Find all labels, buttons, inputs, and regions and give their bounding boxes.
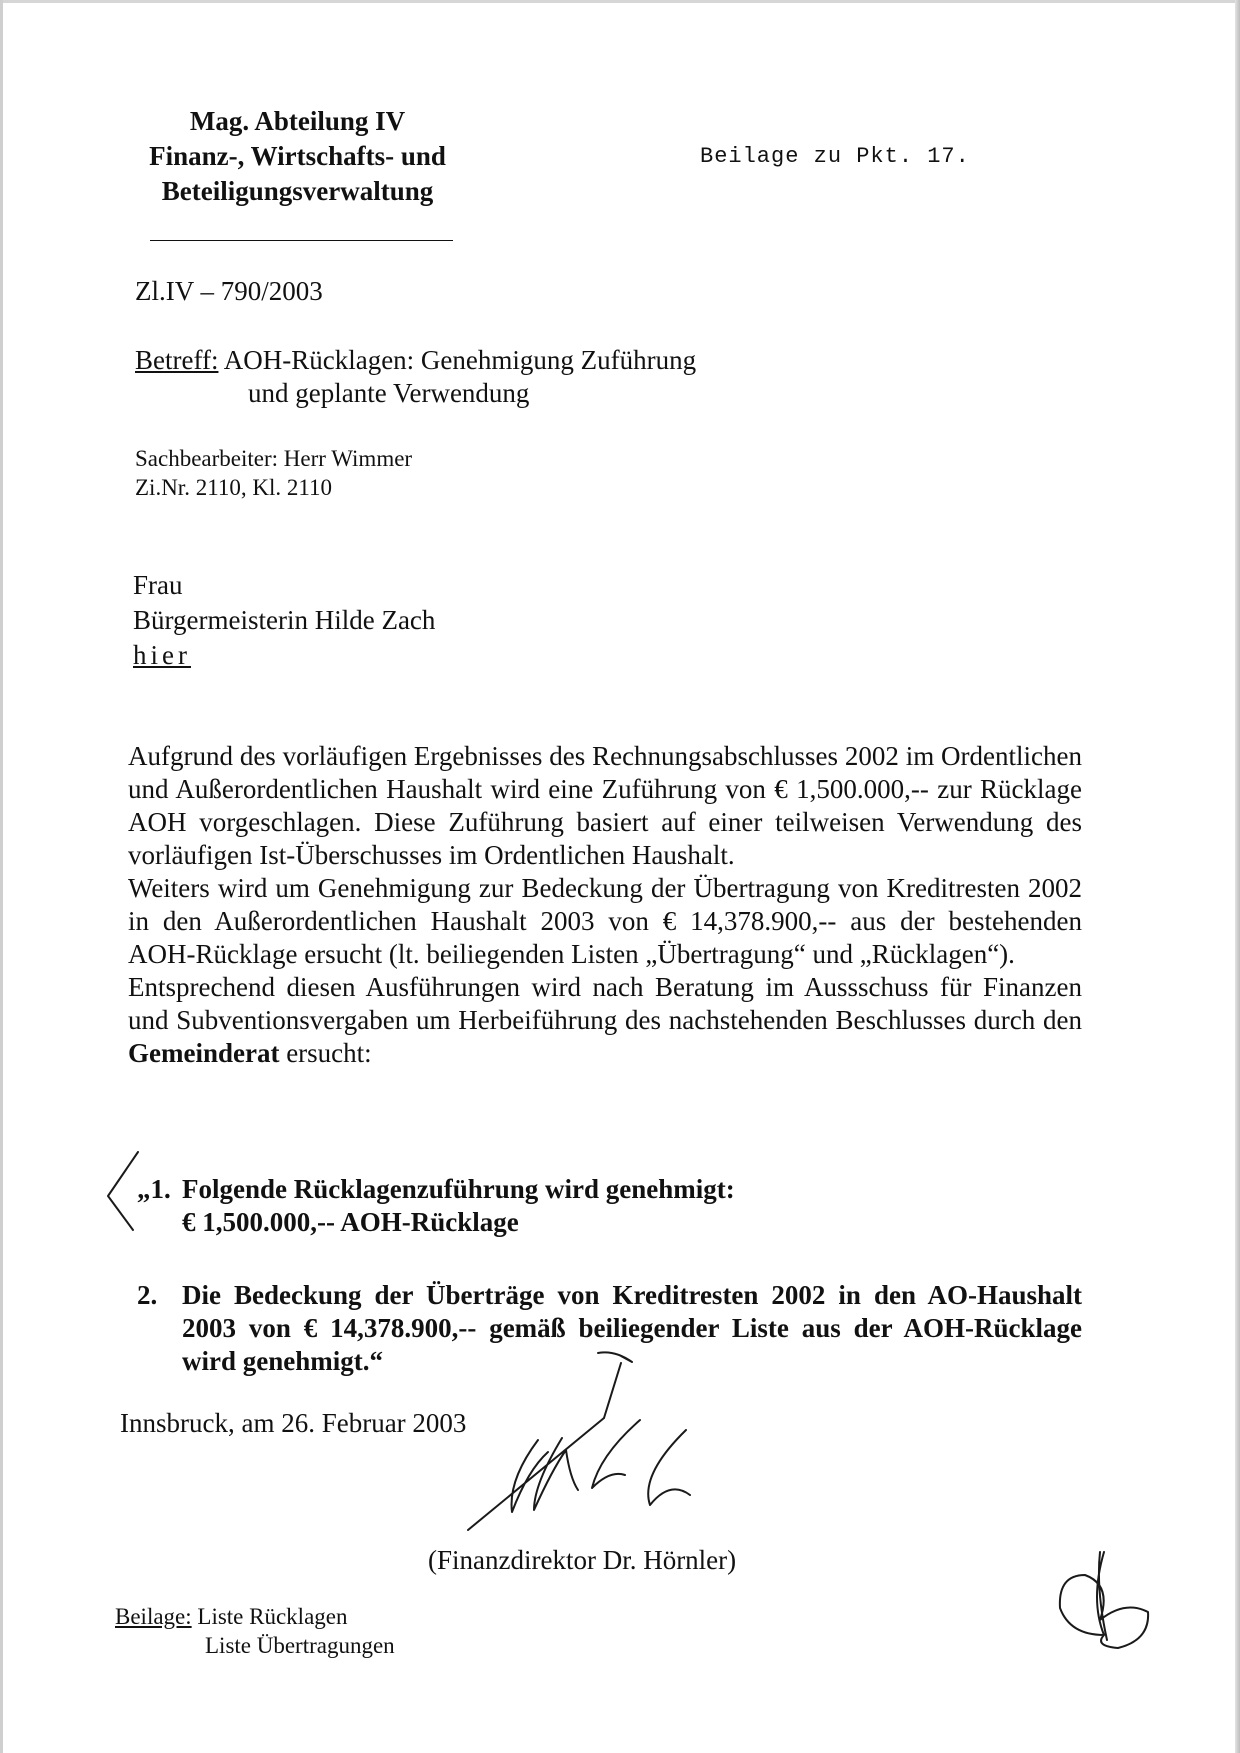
department-line-3: Beteiligungsverwaltung [161,176,434,206]
subject-line-2: und geplante Verwendung [248,378,530,408]
subject-label: Betreff: [135,345,219,375]
recipient-address [133,568,435,673]
department-heading [125,104,470,209]
body-paragraph-3-end: ersucht: [286,1038,372,1068]
body-paragraph-3-text: Entsprechend diesen Ausführungen wird nach Beratung im Aussschuss für Finanzen und Subventionsvergaben um Herbeiführung des nachstehenden Beschlusses durch den [128,972,1082,1035]
clerk-name: Sachbearbeiter: Herr Wimmer [135,446,413,471]
resolution-number: „1. [137,1174,171,1204]
resolution-item [137,1173,1082,1239]
place-date: Innsbruck, am 26. Februar 2003 [120,1408,467,1438]
enclosure-item-1: Liste Rücklagen [197,1604,348,1629]
enclosures [115,1602,395,1660]
attachment-reference: Beilage zu Pkt. 17. [700,144,970,169]
body-paragraph-2: Weiters wird um Genehmigung zur Bedeckung der Übertragung von Kreditresten 2002 in den Außerordentlichen Haushalt 2003 von € 14,378.900,-- aus der bestehenden AOH-Rücklage ersucht (lt. beiliegenden Listen „Übertragung“ und „Rücklagen“). [128,873,1082,969]
quote-bracket-mark [108,1152,138,1230]
clerk-info [135,444,412,502]
council-name: Gemeinderat [128,1038,280,1068]
recipient-salutation: Frau [133,570,183,600]
resolution-number: 2. [137,1280,158,1310]
subject-line-1: AOH-Rücklagen: Genehmigung Zuführung [223,345,697,375]
department-line-1: Mag. Abteilung IV [189,106,406,136]
resolution-1-line-2: € 1,500.000,-- AOH-Rücklage [182,1207,519,1237]
body-paragraph-3 [128,971,1082,1070]
signature-stroke [468,1418,690,1530]
heading-rule [150,240,453,241]
body-paragraph-1: Aufgrund des vorläufigen Ergebnisses des Rechnungsabschlusses 2002 im Ordentlichen und Außerordentlichen Haushalt wird eine Zuführung von € 1,500.000,-- zur Rücklage AOH vorgeschlagen. Diese Zuführung basiert auf einer teilweisen Verwendung des vorläufigen Ist-Überschusses im Ordentlichen Haushalt. [128,741,1082,870]
resolution-2-text: Die Bedeckung der Überträge von Kreditresten 2002 in den AO-Haushalt 2003 von € 14,378.900,-- gemäß beiliegender Liste aus der AOH-Rücklage wird genehmigt.“ [182,1280,1082,1376]
resolution-item [137,1279,1082,1378]
clerk-room: Zi.Nr. 2110, Kl. 2110 [135,475,332,500]
resolution-list [137,1173,1082,1378]
enclosure-item-2: Liste Übertragungen [205,1633,395,1658]
scan-edge-top [0,0,1240,3]
scan-edge-left [0,0,3,1753]
department-line-2: Finanz-, Wirtschafts- und [149,141,446,171]
resolution-1-line-1: Folgende Rücklagenzuführung wird genehmigt: [182,1174,735,1204]
file-reference: Zl.IV – 790/2003 [135,276,323,306]
letter-body [128,740,1082,1070]
signatory-name: (Finanzdirektor Dr. Hörnler) [428,1545,737,1575]
recipient-location: hier [133,640,191,670]
scan-edge-right [1235,0,1240,1753]
recipient-name: Bürgermeisterin Hilde Zach [133,605,436,635]
initials-mark [1060,1552,1148,1648]
subject-block [135,344,696,410]
enclosure-label: Beilage: [115,1604,192,1629]
